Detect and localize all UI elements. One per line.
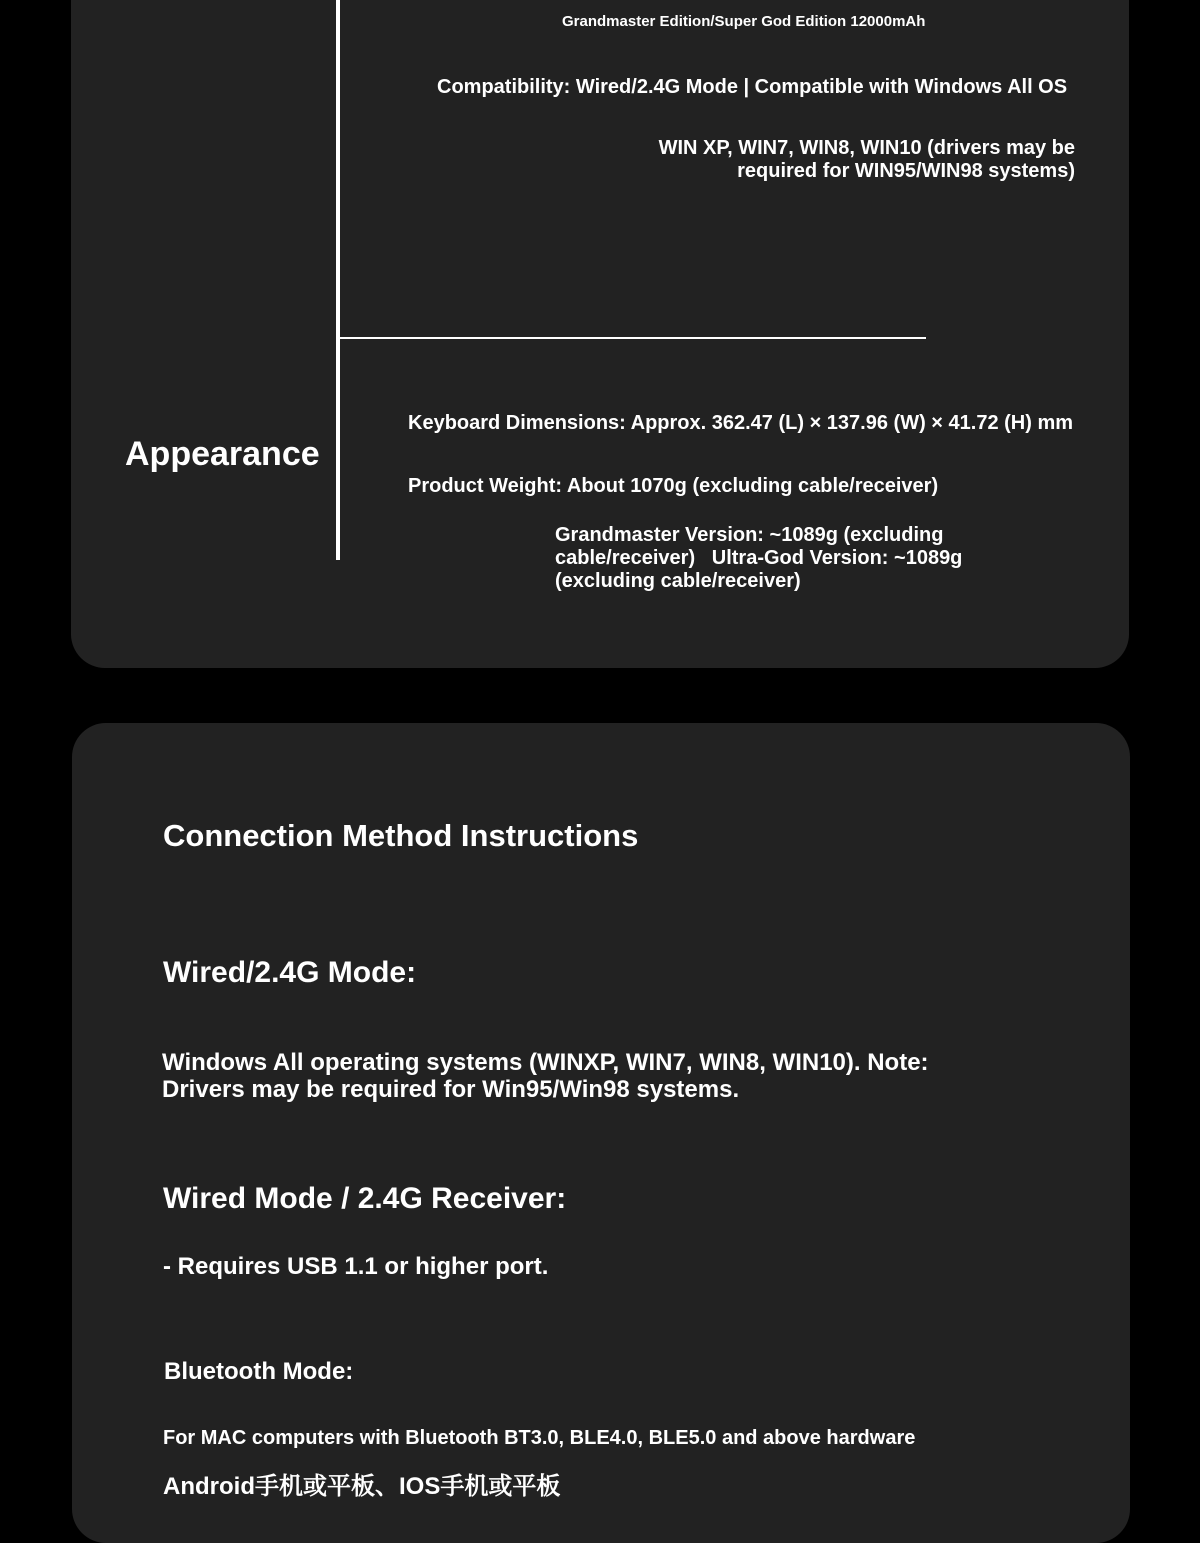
wired-desc-line-1: Windows All operating systems (WINXP, WIN7, WIN8, WIN10). Note: (162, 1049, 929, 1076)
os-support-spec (600, 137, 1075, 183)
connection-title: Connection Method Instructions (163, 818, 639, 853)
wired-mode-description (162, 1049, 929, 1103)
receiver-heading: Wired Mode / 2.4G Receiver: (163, 1182, 567, 1215)
os-support-line-1: WIN XP, WIN7, WIN8, WIN10 (drivers may be (658, 137, 1075, 159)
receiver-requirement: - Requires USB 1.1 or higher port. (163, 1253, 549, 1280)
bluetooth-mac-support: For MAC computers with Bluetooth BT3.0, BLE4.0, BLE5.0 and above hardware (163, 1427, 916, 1449)
version-weights-line-2: cable/receiver) Ultra-God Version: ~1089g (555, 547, 963, 569)
compatibility-spec: Compatibility: Wired/2.4G Mode | Compatible with Windows All OS (437, 76, 1068, 98)
battery-spec: Grandmaster Edition/Super God Edition 12000mAh (562, 13, 926, 30)
appearance-label: Appearance (125, 435, 320, 473)
weight-spec: Product Weight: About 1070g (excluding cable/receiver) (408, 475, 939, 497)
version-weights-line-3: (excluding cable/receiver) (555, 570, 801, 592)
bluetooth-heading: Bluetooth Mode: (164, 1358, 354, 1385)
dimensions-spec: Keyboard Dimensions: Approx. 362.47 (L) × 137.96 (W) × 41.72 (H) mm (408, 412, 1074, 434)
horizontal-divider (340, 337, 926, 339)
wired-desc-line-2: Drivers may be required for Win95/Win98 systems. (162, 1076, 740, 1103)
version-weights-line-1: Grandmaster Version: ~1089g (excluding (555, 524, 944, 546)
wired-mode-heading: Wired/2.4G Mode: (163, 956, 417, 989)
bluetooth-mobile-support: Android手机或平板、IOS手机或平板 (163, 1473, 561, 1500)
os-support-line-2: required for WIN95/WIN98 systems) (737, 160, 1075, 182)
version-weights-spec (555, 524, 962, 593)
vertical-divider (336, 0, 340, 560)
